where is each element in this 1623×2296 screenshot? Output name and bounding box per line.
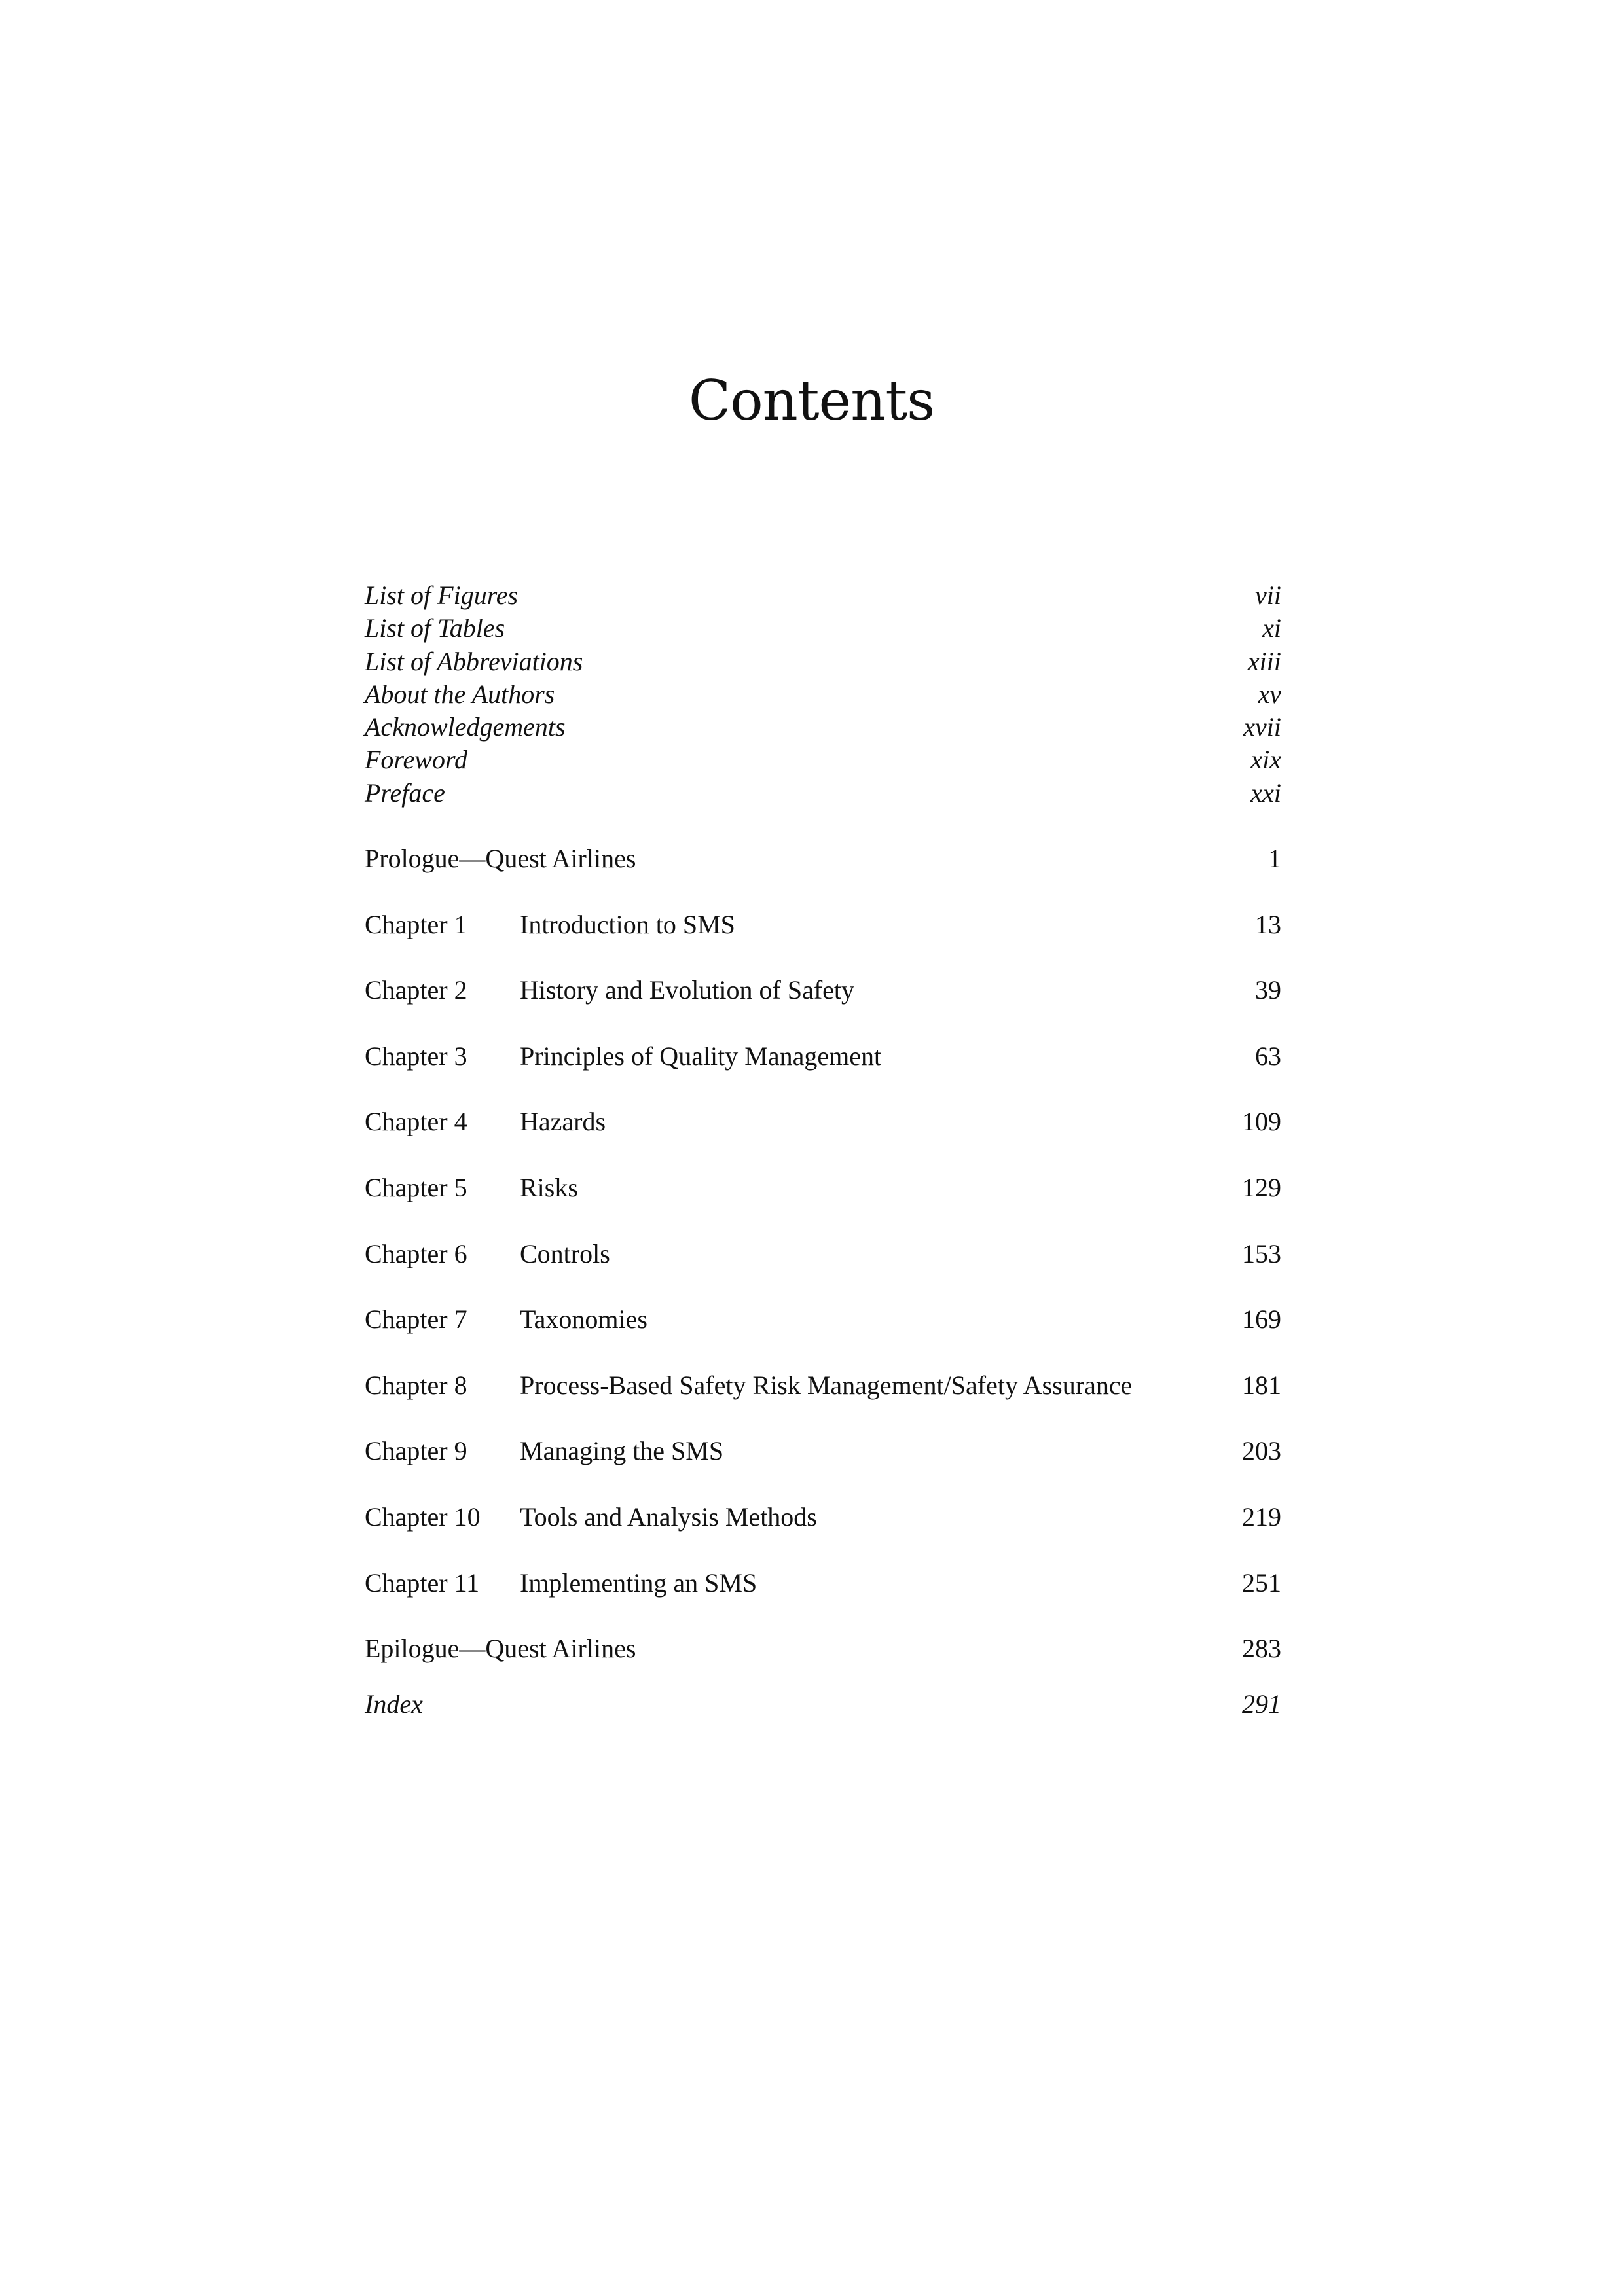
section-spacer [365,1600,1281,1633]
toc-entry-chapter-1[interactable] [365,908,1281,941]
toc-entry-about-the-authors[interactable] [365,678,1281,711]
entry-title: Managing the SMS [520,1436,724,1466]
row-spacer [365,1402,1281,1435]
entry-title: History and Evolution of Safety [520,975,855,1005]
entry-page-number: xvii [1243,712,1281,742]
entry-page-number: xv [1258,679,1281,709]
chapter-label: Chapter 8 [365,1370,467,1400]
row-spacer [365,1467,1281,1501]
entry-page-number: 109 [1242,1107,1281,1137]
chapter-label: Chapter 1 [365,909,467,939]
entry-page-number: 251 [1242,1568,1281,1598]
entry-title: Controls [520,1238,610,1268]
toc-entry-chapter-7[interactable] [365,1303,1281,1336]
entry-title: About the Authors [365,679,555,709]
entry-page-number: 291 [1242,1689,1281,1719]
entry-title: List of Tables [365,613,505,643]
entry-page-number: vii [1255,581,1281,610]
entry-title: List of Figures [365,581,519,610]
entry-page-number: 129 [1242,1173,1281,1203]
entry-page-number: 181 [1242,1370,1281,1400]
entry-page-number: xiii [1247,646,1281,676]
row-spacer [365,1204,1281,1238]
chapter-label: Chapter 7 [365,1304,467,1335]
chapter-list [365,908,1281,1600]
toc-entry-prologue[interactable] [365,842,1281,875]
chapter-label: Chapter 11 [365,1568,480,1598]
toc-entry-list-of-figures[interactable] [365,579,1281,612]
toc-entry-chapter-9[interactable] [365,1435,1281,1467]
row-spacer [365,1336,1281,1369]
entry-title: Implementing an SMS [520,1568,757,1598]
toc-entry-acknowledgements[interactable] [365,711,1281,744]
toc-entry-list-of-abbreviations[interactable] [365,645,1281,678]
entry-page-number: 169 [1242,1304,1281,1335]
toc-entry-chapter-6[interactable] [365,1238,1281,1270]
entry-page-number: 1 [1268,844,1281,874]
toc-entry-list-of-tables[interactable] [365,612,1281,645]
row-spacer [365,1073,1281,1106]
chapter-label: Chapter 9 [365,1436,467,1466]
chapter-label: Chapter 4 [365,1107,467,1137]
entry-page-number: 39 [1255,975,1281,1005]
entry-page-number: 283 [1242,1634,1281,1664]
section-spacer [365,875,1281,908]
toc-entry-chapter-11[interactable] [365,1567,1281,1600]
toc-entry-preface[interactable] [365,777,1281,810]
toc-entry-chapter-4[interactable] [365,1105,1281,1138]
entry-title: Introduction to SMS [520,909,735,939]
entry-title: Foreword [365,745,468,775]
entry-title: Hazards [520,1107,606,1137]
entry-title: Epilogue—Quest Airlines [365,1634,636,1664]
chapter-label: Chapter 2 [365,975,467,1005]
row-spacer [365,1534,1281,1567]
entry-title: Preface [365,778,445,808]
toc-entry-chapter-5[interactable] [365,1172,1281,1204]
chapter-label: Chapter 5 [365,1173,467,1203]
entry-title: Taxonomies [520,1304,647,1335]
toc-entry-chapter-10[interactable] [365,1501,1281,1534]
toc-entry-chapter-3[interactable] [365,1040,1281,1073]
row-spacer [365,941,1281,975]
toc-entry-chapter-8[interactable] [365,1369,1281,1402]
chapter-label: Chapter 3 [365,1041,467,1071]
toc-entry-epilogue[interactable] [365,1632,1281,1665]
chapter-label: Chapter 10 [365,1502,481,1532]
entry-page-number: 153 [1242,1238,1281,1268]
entry-title: Acknowledgements [365,712,566,742]
entry-title: List of Abbreviations [365,646,583,676]
toc-entry-chapter-2[interactable] [365,974,1281,1007]
entry-page-number: xix [1250,745,1281,775]
section-spacer [365,810,1281,842]
entry-page-number: 13 [1255,909,1281,939]
entry-page-number: 63 [1255,1041,1281,1071]
entry-page-number: xi [1262,613,1281,643]
entry-title: Prologue—Quest Airlines [365,844,636,874]
entry-page-number: 203 [1242,1436,1281,1466]
entry-title: Tools and Analysis Methods [520,1502,817,1532]
chapter-label: Chapter 6 [365,1238,467,1268]
entry-title: Principles of Quality Management [520,1041,882,1071]
front-matter-list [365,579,1281,810]
row-spacer [365,1270,1281,1304]
toc-entry-foreword[interactable] [365,744,1281,776]
entry-title: Risks [520,1173,578,1203]
row-spacer [365,1138,1281,1172]
entry-page-number: 219 [1242,1502,1281,1532]
toc-entry-index[interactable] [365,1688,1281,1721]
row-spacer [365,1007,1281,1040]
entry-title: Process-Based Safety Risk Management/Safety Assurance [520,1370,1133,1400]
section-spacer [365,1665,1281,1688]
table-of-contents [365,579,1281,1721]
entry-title: Index [365,1689,423,1719]
entry-page-number: xxi [1250,778,1281,808]
page-title: Contents [688,368,935,433]
